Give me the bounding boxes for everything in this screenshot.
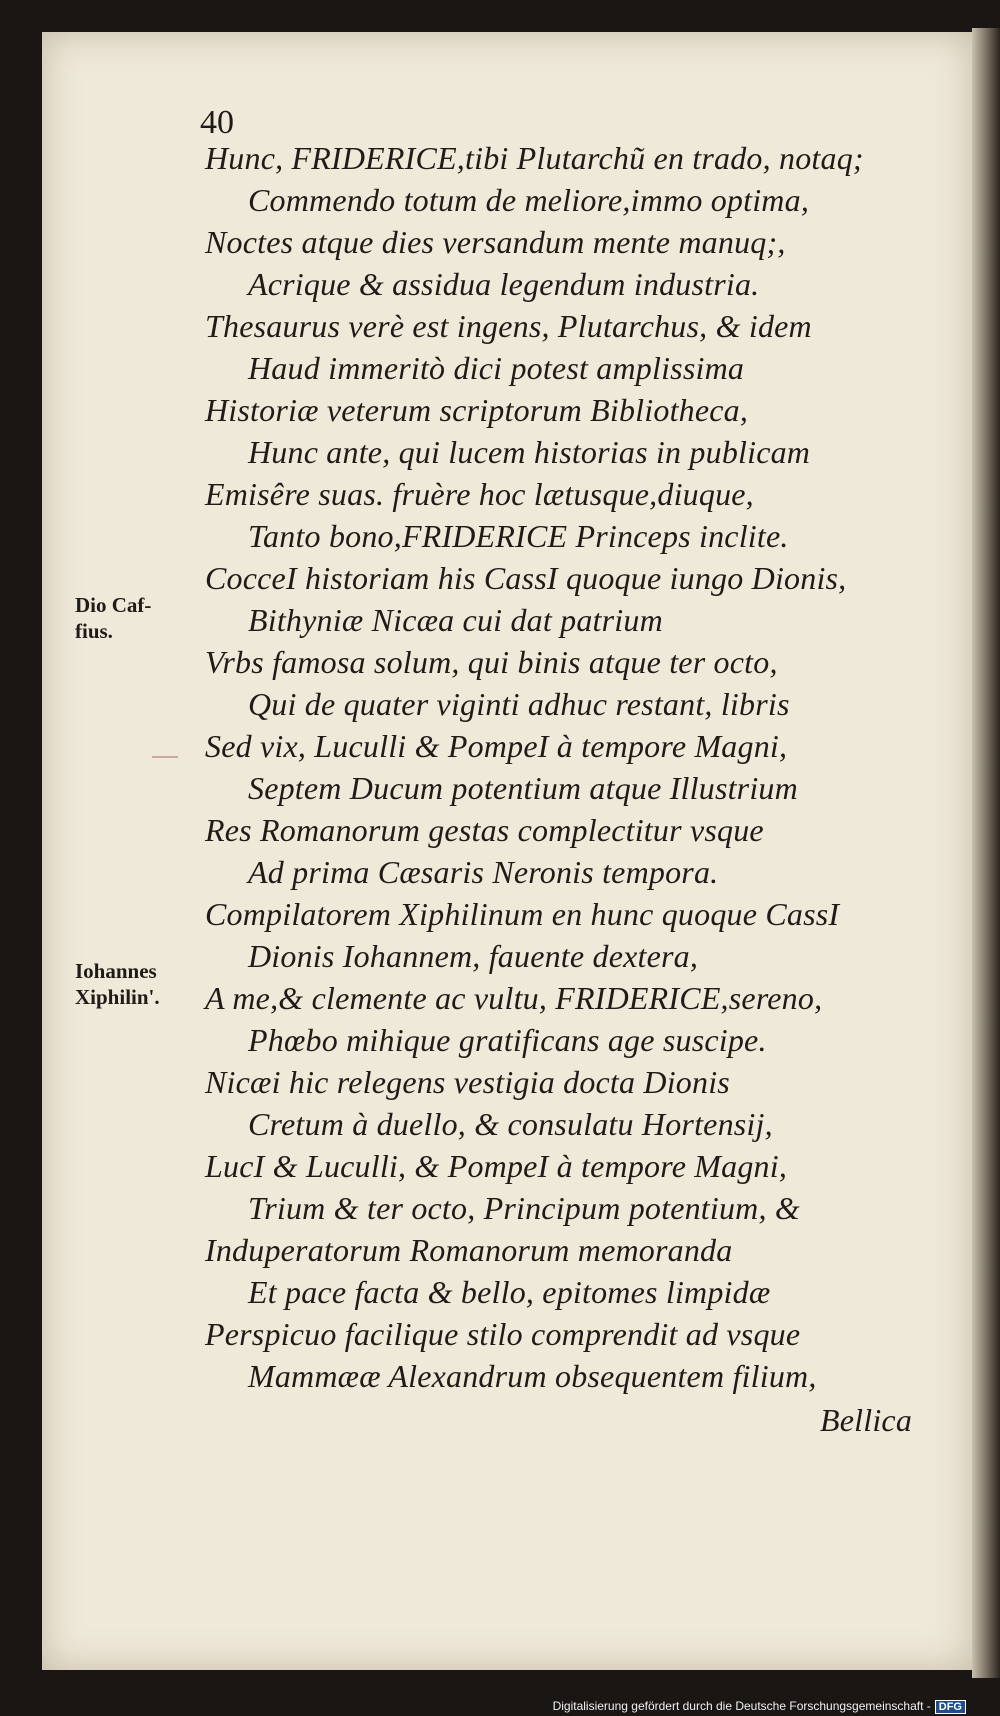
text-line: A me,& clemente ac vultu, FRIDERICE,sereno, xyxy=(205,980,823,1016)
margin-note-line: Iohannes xyxy=(75,959,157,983)
text-line: Trium & ter octo, Principum potentium, & xyxy=(248,1190,800,1226)
text-line: Qui de quater viginti adhuc restant, libris xyxy=(248,686,790,722)
text-line: Phœbo mihique gratificans age suscipe. xyxy=(248,1022,767,1058)
text-line: Vrbs famosa solum, qui binis atque ter octo, xyxy=(205,644,778,680)
text-line: Mammææ Alexandrum obsequentem filium, xyxy=(248,1358,817,1394)
text-line: Bithyniæ Nicæa cui dat patrium xyxy=(248,602,663,638)
text-line: CocceI historiam his CassI quoque iungo Dionis, xyxy=(205,560,847,596)
catchword: Bellica xyxy=(820,1402,913,1438)
ink-mark xyxy=(152,756,178,758)
text-line: Acrique & assidua legendum industria. xyxy=(248,266,760,302)
text-line: Sed vix, Luculli & PompeI à tempore Magni, xyxy=(205,728,788,764)
text-line: Perspicuo facilique stilo comprendit ad vsque xyxy=(205,1316,801,1352)
margin-note-line: Dio Caf- xyxy=(75,593,152,617)
text-line: Ad prima Cæsaris Neronis tempora. xyxy=(248,854,719,890)
text-line: LucI & Luculli, & PompeI à tempore Magni, xyxy=(205,1148,788,1184)
digitization-credit xyxy=(553,1699,966,1714)
text-line: Dionis Iohannem, fauente dextera, xyxy=(248,938,699,974)
text-line: Induperatorum Romanorum memoranda xyxy=(205,1232,733,1268)
text-line: Thesaurus verè est ingens, Plutarchus, & idem xyxy=(205,308,812,344)
text-line: Commendo totum de meliore,immo optima, xyxy=(248,182,810,218)
page-number: 40 xyxy=(200,104,234,141)
margin-note-line: Xiphilin'. xyxy=(75,985,160,1009)
text-line: Historiæ veterum scriptorum Bibliotheca, xyxy=(205,392,749,428)
text-line: Cretum à duello, & consulatu Hortensij, xyxy=(248,1106,773,1142)
credit-text: Digitalisierung gefördert durch die Deutsche Forschungsgemeinschaft - xyxy=(552,1699,931,1713)
dfg-logo: DFG xyxy=(935,1700,966,1714)
text-line: Haud immeritò dici potest amplissima xyxy=(248,350,745,386)
text-line: Noctes atque dies versandum mente manuq;, xyxy=(205,224,786,260)
text-line: Hunc, FRIDERICE,tibi Plutarchũ en trado, notaq; xyxy=(205,140,864,176)
text-line: Septem Ducum potentium atque Illustrium xyxy=(248,770,798,806)
margin-note-xiphilinus xyxy=(75,958,160,1010)
text-line: Nicæi hic relegens vestigia docta Dionis xyxy=(205,1064,730,1100)
text-line: Tanto bono,FRIDERICE Princeps inclite. xyxy=(248,518,789,554)
text-line: Et pace facta & bello, epitomes limpidæ xyxy=(248,1274,771,1310)
text-line: Emisêre suas. fruère hoc lætusque,diuque, xyxy=(205,476,754,512)
page-edge-shadow xyxy=(972,28,1000,1678)
text-line: Hunc ante, qui lucem historias in publicam xyxy=(248,434,811,470)
margin-note-line: fius. xyxy=(75,619,113,643)
text-line: Res Romanorum gestas complectitur vsque xyxy=(205,812,764,848)
text-line: Compilatorem Xiphilinum en hunc quoque CassI xyxy=(205,896,840,932)
margin-note-dio-cassius xyxy=(75,592,151,644)
